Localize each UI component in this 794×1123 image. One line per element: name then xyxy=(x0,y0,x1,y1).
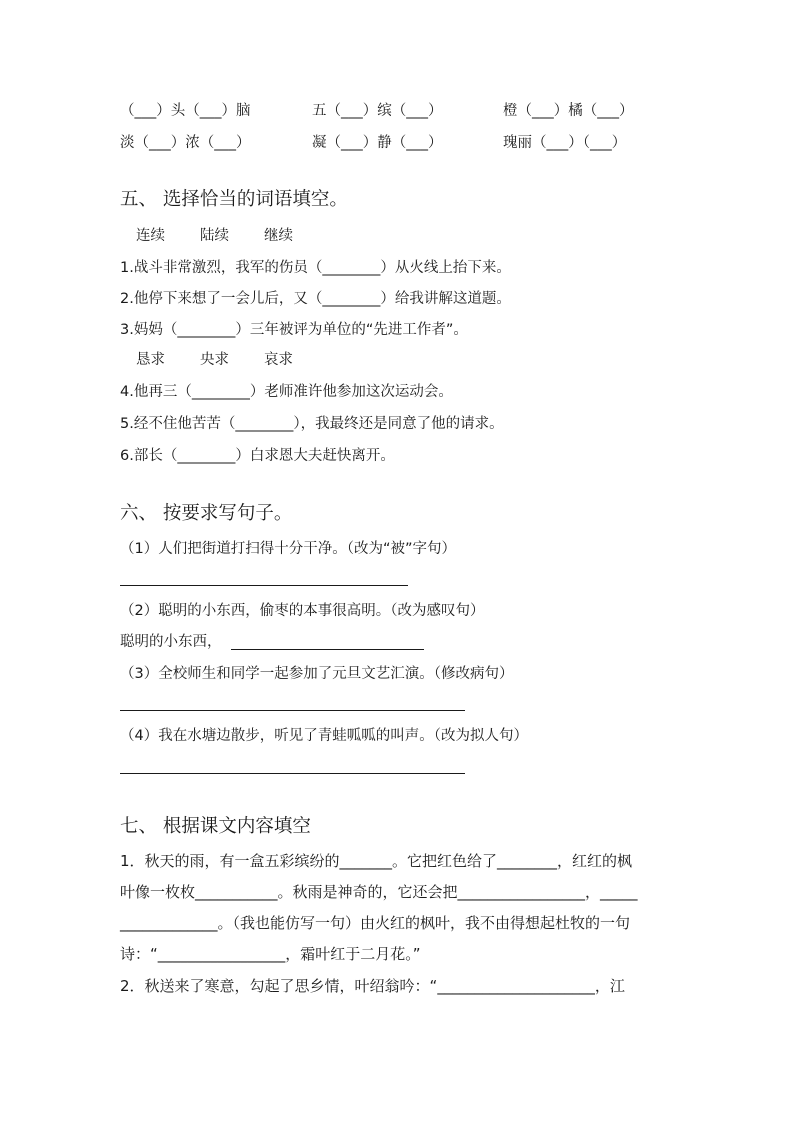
question-4: 4.他再三（________）老师准许他参加这次运动会。 xyxy=(120,384,453,400)
text-fill-line-1: 1．秋天的雨，有一盒五彩缤纷的_______。它把红色给了________，红红的枫 xyxy=(120,852,633,870)
rewrite-q3: （3）全校师生和同学一起参加了元旦文艺汇演。（修改病句） xyxy=(120,666,514,682)
question-5: 5.经不住他苦苦（________），我最终还是同意了他的请求。 xyxy=(120,416,504,432)
question-2: 2.他停下来想了一会儿后，又（________）给我讲解这道题。 xyxy=(120,291,511,307)
question-6: 6.部长（________）白求恩大夫赶快离开。 xyxy=(120,448,395,464)
rewrite-q2: （2）聪明的小东西，偷枣的本事很高明。（改为感叹句） xyxy=(120,603,485,619)
word-choice-6: 哀求 xyxy=(264,352,293,368)
word-choice-5: 央求 xyxy=(200,352,229,368)
question-3: 3.妈妈（________）三年被评为单位的“先进工作者”。 xyxy=(120,322,468,338)
word-fill-row2-col3: 瑰丽（___）（___） xyxy=(503,135,627,151)
section7-title: 七、 根据课文内容填空 xyxy=(120,816,311,837)
word-fill-row1-col2: 五（___）缤（___） xyxy=(312,103,443,119)
rewrite-q4: （4）我在水塘边散步，听见了青蛙呱呱的叫声。（改为拟人句） xyxy=(120,728,528,744)
section5-title: 五、 选择恰当的词语填空。 xyxy=(120,189,348,210)
text-fill-line-4: 诗：“_________________，霜叶红于二月花。” xyxy=(120,945,421,963)
answer-line-q2[interactable] xyxy=(231,649,424,650)
text-fill-line-5: 2．秋送来了寒意，勾起了思乡情，叶绍翁吟：“_____________________，江 xyxy=(120,977,625,995)
word-choice-1: 连续 xyxy=(136,228,165,244)
rewrite-q2-prefix: 聪明的小东西， xyxy=(120,634,222,650)
word-choice-2: 陆续 xyxy=(200,228,229,244)
word-fill-row1-col1: （___）头（___）脑 xyxy=(120,103,251,119)
question-1: 1.战斗非常激烈，我军的伤员（________）从火线上抬下来。 xyxy=(120,260,511,276)
word-fill-row2-col1: 淡（___）浓（___） xyxy=(120,135,251,151)
word-fill-row2-col2: 凝（___）静（___） xyxy=(312,135,443,151)
word-fill-row1-col3: 橙（___）橘（___） xyxy=(503,103,634,119)
text-fill-line-2: 叶像一枚枚___________。秋雨是神奇的，它还会把_________________，_____ xyxy=(120,883,638,901)
rewrite-q1: （1）人们把街道打扫得十分干净。（改为“被”字句） xyxy=(120,541,456,557)
word-choice-3: 继续 xyxy=(264,228,293,244)
word-choice-4: 恳求 xyxy=(136,352,165,368)
text-fill-line-3: _____________。（我也能仿写一句）由火红的枫叶，我不由得想起杜牧的一句 xyxy=(120,914,631,932)
answer-line-q3[interactable] xyxy=(120,710,465,711)
section6-title: 六、 按要求写句子。 xyxy=(120,503,293,524)
answer-line-q1[interactable] xyxy=(120,585,408,586)
answer-line-q4[interactable] xyxy=(120,773,465,774)
